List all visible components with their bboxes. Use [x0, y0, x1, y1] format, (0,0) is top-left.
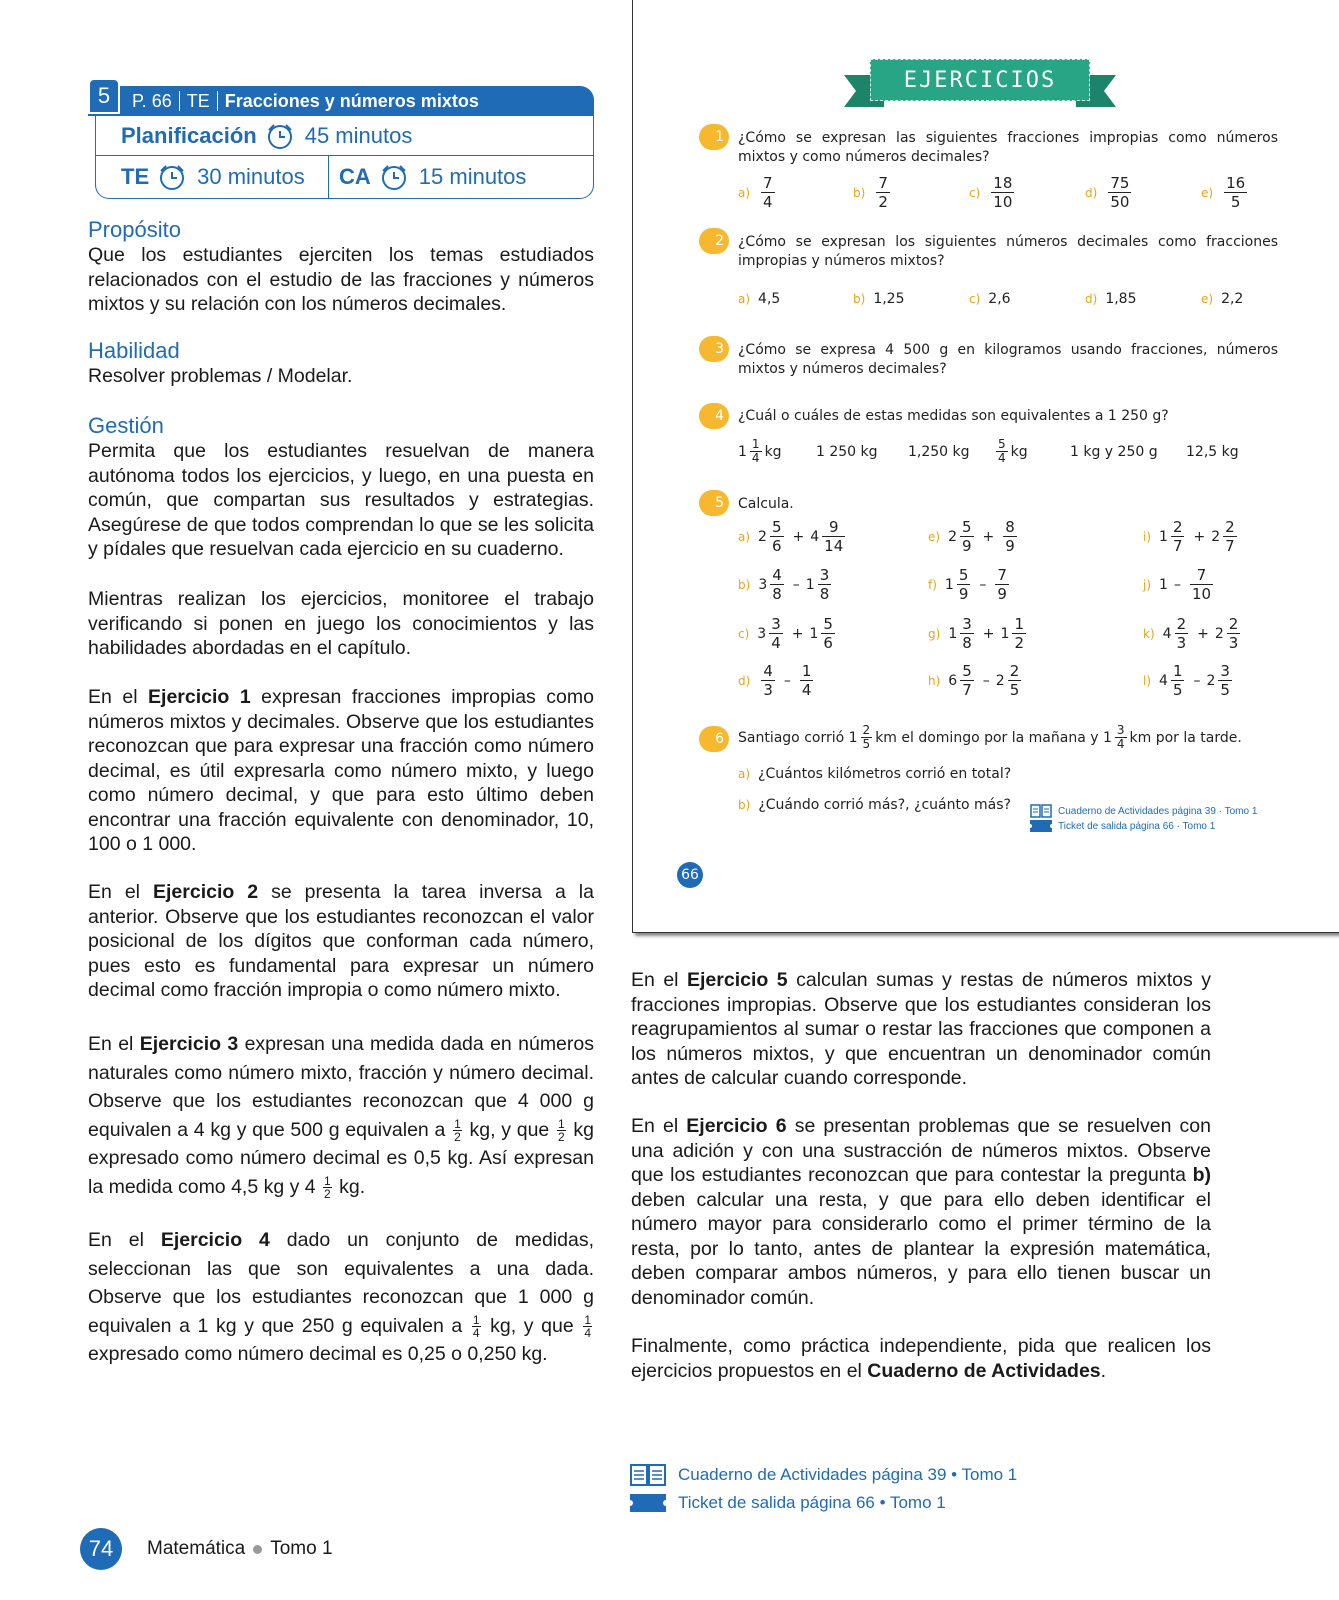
- fraction: 9 14: [824, 518, 844, 555]
- exercise-2-option: e) 2,2: [1201, 291, 1244, 307]
- exercise-6-text: Santiago corrió 1 2 5 km el domingo por la mañana y 1 3 4 km por la tarde.: [738, 723, 1242, 751]
- right-paragraph-2: En el Ejercicio 6 se presentan problemas que se resuelven con una adición y con una sustracción de números mixtos. Observe que los estudiantes reconozcan que para contestar la pregunta b) deben calcular una resta, y que para ello deben identificar el número mayor para considerarlo como el primer término de la resta, por lo tanto, antes de plantear la expresión matemática, deben comparar ambos números, y para ello tienen buscar un denominador común.: [631, 1115, 1211, 1309]
- te-label: TE: [121, 164, 150, 189]
- fraction: 16 5: [1226, 174, 1246, 211]
- fraction: 7 10: [1191, 566, 1212, 603]
- exercise-5-item: a) 2 5 6 + 4 9 14: [738, 518, 844, 555]
- exercise-5-item: j) 1 – 7 10: [1143, 566, 1212, 603]
- exercise-5-item: k) 4 2 3 + 2 2 3: [1143, 615, 1239, 652]
- fraction: 3 8: [819, 566, 830, 603]
- exercise-5-item: g) 1 3 8 + 1 1 2: [928, 615, 1024, 652]
- fraction: 2 7: [1225, 518, 1235, 555]
- exercise-1-option: c) 18 10: [969, 174, 1013, 211]
- exercise-3-text: ¿Cómo se expresa 4 500 g en kilogramos usando fracciones, números mixtos y números decimales?: [738, 342, 1278, 377]
- fraction: 7 9: [997, 566, 1007, 603]
- clock-icon: [157, 163, 187, 191]
- measure-6: 12,5 kg: [1186, 444, 1239, 460]
- exercise-1-option: e) 16 5: [1201, 174, 1246, 211]
- right-paragraph-3: Finalmente, como práctica independiente, pida que realicen los ejercicios propuestos en el Cuaderno de Actividades.: [631, 1335, 1211, 1382]
- exercise-2-option: a) 4,5: [738, 291, 781, 307]
- fraction: 2 7: [1172, 518, 1183, 555]
- habilidad-text: Resolver problemas / Modelar.: [88, 365, 353, 387]
- exercise-5-item: l) 4 1 5 – 2 3 5: [1143, 662, 1230, 699]
- exercise-6-question-b: b) ¿Cuándo corrió más?, ¿cuánto más?: [738, 797, 1011, 813]
- fraction: 5 6: [823, 615, 833, 652]
- exercise-6-question-a: a) ¿Cuántos kilómetros corrió en total?: [738, 766, 1012, 782]
- gestion-section: [88, 413, 594, 562]
- te-time: 30 minutos: [197, 164, 305, 189]
- ticket-icon: [630, 1494, 666, 1512]
- ca-label: CA: [339, 164, 371, 189]
- ejercicios-banner: [844, 59, 1116, 111]
- exercise-5-item: c) 3 3 4 + 1 5 6: [738, 615, 833, 652]
- cuaderno-link[interactable]: Cuaderno de Actividades página 39 • Tomo 1: [630, 1463, 1017, 1487]
- book-icon: [630, 1463, 666, 1487]
- ticket-icon: [1030, 820, 1052, 832]
- exercise-1-text: ¿Cómo se expresan las siguientes fracciones impropias como números mixtos y como números decimales?: [738, 130, 1278, 165]
- fraction: 1 5: [1172, 662, 1183, 699]
- exercise-5-item: e) 2 5 9 + $\frac{8}{9}$: [928, 518, 1015, 555]
- planning-row: [96, 116, 593, 156]
- gestion-paragraph-6: En el Ejercicio 4 dado un conjunto de medidas, seleccionan las que son equivalentes a una dada. Observe que los estudiantes reconozcan que 1 000 g equivalen a 1 kg y que 250 g equivalen a $\frac{1}{4}$ kg, y que $\frac{1}{4}$ expresado como número decimal es 0,25 o 0,250 kg.: [88, 1229, 594, 1365]
- planning-time: 45 minutos: [304, 122, 413, 148]
- gestion-paragraph-4: En el Ejercicio 2 se presenta la tarea inversa a la anterior. Observe que los estudiantes reconozcan el valor posicional de los dígitos que conforman cada número, pues esto es fundamental para expresar un número decimal como fracción impropia o como número mixto.: [88, 881, 594, 1001]
- ejercicios-title: EJERCICIOS: [870, 59, 1090, 101]
- lesson-number: 5: [88, 78, 120, 114]
- fraction: $\frac{8}{9}$: [1005, 518, 1015, 555]
- ticket-link[interactable]: Ticket de salida página 66 • Tomo 1: [630, 1493, 946, 1513]
- fraction: 2 5: [1009, 662, 1020, 699]
- exercise-5-item: h) 6 5 7 – 2 2 5: [928, 662, 1020, 699]
- exercise-3-badge: 3: [699, 336, 729, 362]
- panel-ticket-link[interactable]: Ticket de salida página 66 · Tomo 1: [1030, 820, 1215, 832]
- exercise-2-option: d) 1,85: [1085, 291, 1137, 307]
- clock-icon: [379, 163, 409, 191]
- measure-3: 1,250 kg: [908, 444, 970, 460]
- measure-1: 1 1 4 kg: [738, 437, 782, 465]
- exercise-1-badge: 1: [699, 124, 729, 150]
- fraction: 1 2: [1014, 615, 1024, 652]
- exercise-5-item: i) 1 2 7 + 2 2 7: [1143, 518, 1235, 555]
- exercise-2-text: ¿Cómo se expresan los siguientes números decimales como fracciones impropias y números mixtos?: [738, 234, 1278, 269]
- exercise-5-item: b) 3 4 8 – 1 3 8: [738, 566, 830, 603]
- student-page-number: 66: [677, 862, 703, 888]
- fraction: 2 3: [1176, 615, 1187, 652]
- planning-label: Planificación: [121, 122, 257, 148]
- fraction: 5 7: [962, 662, 972, 699]
- proposito-section: [88, 217, 594, 317]
- fraction: 5 6: [771, 518, 782, 555]
- measure-5: 1 kg y 250 g: [1070, 444, 1158, 460]
- exercise-4-badge: 4: [699, 403, 729, 429]
- fraction: 5 9: [958, 566, 969, 603]
- fraction: 1 4: [801, 662, 812, 699]
- exercise-5-item: d) 4 3 – 1 4: [738, 662, 812, 699]
- proposito-title: Propósito: [88, 217, 181, 242]
- exercise-5-badge: 5: [699, 490, 729, 516]
- fraction: 4 8: [772, 566, 782, 603]
- fraction: 75 50: [1110, 174, 1130, 211]
- proposito-text: Que los estudiantes ejerciten los temas estudiados relacionados con el estudio de las fracciones y números mixtos y su relación con los números decimales.: [88, 244, 594, 315]
- ca-time: 15 minutos: [418, 164, 527, 189]
- student-page-panel: [632, 0, 1339, 933]
- lesson-header: [88, 83, 594, 116]
- exercise-4-text: ¿Cuál o cuáles de estas medidas son equivalentes a 1 250 g?: [738, 408, 1169, 424]
- measure-4: 5 4 kg: [998, 437, 1028, 465]
- time-split-row: [96, 156, 593, 198]
- exercise-6-badge: 6: [699, 726, 729, 752]
- exercise-2-option: b) 1,25: [853, 291, 905, 307]
- habilidad-title: Habilidad: [88, 338, 180, 363]
- gestion-paragraph-5: En el Ejercicio 3 expresan una medida dada en números naturales como número mixto, fracción y número decimal. Observe que los estudiantes reconozcan que 4 000 g equivalen a 4 kg y que 500 g equivalen a $\frac{1}{2}$ kg, y que $\frac{1}{2}$ kg expresado como número decimal es 0,5 kg. Así expresan la medida como 4,5 kg y 4 $\frac{1}{2}$ kg.: [88, 1033, 594, 1201]
- measure-2: 1 250 kg: [816, 444, 878, 460]
- fraction: 5 9: [962, 518, 972, 555]
- footer-page-number: 74: [80, 1528, 122, 1570]
- exercise-5-item: f) 1 5 9 – 7 9: [928, 566, 1007, 603]
- fraction: 3 5: [1220, 662, 1230, 699]
- planning-box: [95, 116, 594, 199]
- habilidad-section: [88, 338, 594, 389]
- lesson-title: Fracciones y números mixtos: [224, 90, 479, 111]
- fraction: 4 3: [763, 662, 773, 699]
- right-paragraph-1: En el Ejercicio 5 calculan sumas y restas de números mixtos y fracciones impropias. Observe que los estudiantes consideran los reagrupamientos al sumar o restar las fracciones que componen a los números mixtos, y que encuentran un denominador común antes de calcular cuando corresponde.: [631, 969, 1211, 1089]
- fraction: 3 8: [962, 615, 972, 652]
- fraction: 7 4: [763, 174, 773, 211]
- footer-text: Matemática Tomo 1: [147, 1538, 333, 1559]
- exercise-1-option: a) 7 4: [738, 174, 773, 211]
- exercise-5-text: Calcula.: [738, 496, 794, 512]
- gestion-title: Gestión: [88, 413, 164, 438]
- book-icon: [1030, 804, 1052, 818]
- exercise-2-option: c) 2,6: [969, 291, 1011, 307]
- gestion-paragraph-2: Mientras realizan los ejercicios, monitoree el trabajo verificando si ponen en juego los conocimientos y las habilidades abordadas en el capítulo.: [88, 588, 594, 659]
- fraction: 18 10: [993, 174, 1013, 211]
- panel-cuaderno-link[interactable]: Cuaderno de Actividades página 39 · Tomo 1: [1030, 804, 1257, 818]
- clock-icon: [265, 122, 295, 150]
- gestion-paragraph-3: En el Ejercicio 1 expresan fracciones impropias como números mixtos y decimales. Observe que los estudiantes reconozcan que para expresar una fracción como número decimal, es útil expresarla como número mixto, y luego como número decimal, y que para esto último deben encontrar una fracción equivalente con denominador, 10, 100 o 1 000.: [88, 686, 594, 855]
- gestion-paragraph-1: Permita que los estudiantes resuelvan de manera autónoma todos los ejercicios, y luego, en una puesta en común, que compartan sus resultados y estrategias. Asegúrese de que todos comprendan lo que se les solicita y pídales que resuelvan cada ejercicio en su cuaderno.: [88, 440, 594, 560]
- exercise-1-option: b) 7 2: [853, 174, 888, 211]
- lesson-page: P. 66: [132, 90, 172, 111]
- exercise-2-badge: 2: [699, 228, 729, 254]
- exercise-1-option: d) 75 50: [1085, 174, 1130, 211]
- fraction: 7 2: [878, 174, 888, 211]
- fraction: 2 3: [1228, 615, 1239, 652]
- lesson-te: TE: [186, 90, 210, 111]
- fraction: 3 4: [771, 615, 781, 652]
